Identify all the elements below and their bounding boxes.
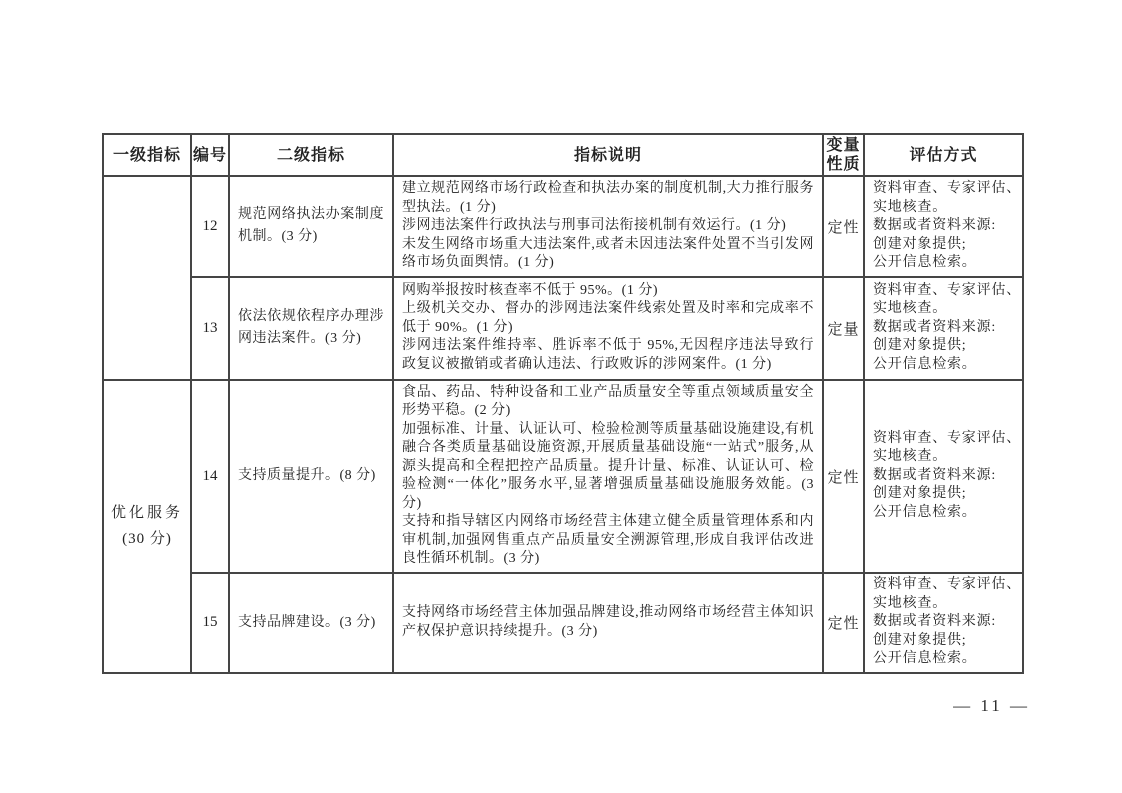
description-line: 涉网违法案件维持率、胜诉率不低于 95%,无因程序违法导致行政复议被撤销或者确认违法、行政败诉的涉网案件。(1 分) xyxy=(402,338,814,372)
table-row xyxy=(103,176,1023,277)
table-row xyxy=(103,573,1023,673)
level2-indicator-cell: 支持质量提升。(8 分) xyxy=(229,380,393,573)
evaluation-line: 数据或者资料来源: xyxy=(873,614,997,630)
table-row xyxy=(103,380,1023,573)
variable-nature-cell: 定量 xyxy=(823,277,864,380)
evaluation-line: 创建对象提供; xyxy=(873,236,967,252)
table-header-row xyxy=(103,134,1023,176)
evaluation-method-cell xyxy=(864,573,1023,673)
description-line: 网购举报按时核查率不低于 95%。(1 分) xyxy=(402,282,658,298)
evaluation-line: 公开信息检索。 xyxy=(873,651,977,667)
indicator-table xyxy=(102,133,1024,674)
evaluation-line: 资料审查、专家评估、 xyxy=(873,577,1021,593)
variable-nature-cell: 定性 xyxy=(823,380,864,573)
row-number-cell: 14 xyxy=(191,380,229,573)
evaluation-line: 实地核查。 xyxy=(873,595,947,611)
variable-nature-cell: 定性 xyxy=(823,176,864,277)
evaluation-line: 数据或者资料来源: xyxy=(873,467,997,483)
level2-indicator-cell: 支持品牌建设。(3 分) xyxy=(229,573,393,673)
description-line: 食品、药品、特种设备和工业产品质量安全等重点领域质量安全形势平稳。(2 分) xyxy=(402,384,814,418)
level1-cell xyxy=(103,380,191,673)
indicator-description-cell xyxy=(393,573,823,673)
page-number: — 11 — xyxy=(953,696,1030,715)
evaluation-method-cell xyxy=(864,380,1023,573)
description-line: 加强标准、计量、认证认可、检验检测等质量基础设施建设,有机融合各类质量基础设施资源,开展质量基础设施“一站式”服务,从源头提高和全程把控产品质量。提升计量、标准、认证认可、检验检测“一体化”服务水平,显著增强质量基础设施服务效能。(3 分) xyxy=(402,421,814,511)
row-number-cell: 15 xyxy=(191,573,229,673)
evaluation-line: 资料审查、专家评估、 xyxy=(873,181,1021,196)
row-number-cell: 13 xyxy=(191,277,229,380)
header-level2-indicator: 二级指标 xyxy=(229,134,393,176)
evaluation-line: 公开信息检索。 xyxy=(873,255,977,270)
header-evaluation-method: 评估方式 xyxy=(864,134,1023,176)
evaluation-line: 实地核查。 xyxy=(873,449,947,465)
evaluation-line: 数据或者资料来源: xyxy=(873,319,997,335)
level2-indicator-cell: 依法依规依程序办理涉网违法案件。(3 分) xyxy=(229,277,393,380)
indicator-description-cell xyxy=(393,380,823,573)
description-line: 建立规范网络市场行政检查和执法办案的制度机制,大力推行服务型执法。(1 分) xyxy=(402,181,814,215)
header-variable-nature: 变量性质 xyxy=(823,134,864,176)
description-line: 未发生网络市场重大违法案件,或者未因违法案件处置不当引发网络市场负面舆情。(1 分) xyxy=(402,236,814,270)
evaluation-line: 创建对象提供; xyxy=(873,486,967,502)
evaluation-method-cell xyxy=(864,176,1023,277)
evaluation-line: 实地核查。 xyxy=(873,301,947,317)
level1-score: (30 分) xyxy=(122,531,172,547)
evaluation-line: 公开信息检索。 xyxy=(873,504,977,520)
indicator-description-cell xyxy=(393,277,823,380)
level2-indicator-cell: 规范网络执法办案制度机制。(3 分) xyxy=(229,176,393,277)
level1-cell xyxy=(103,176,191,380)
header-number: 编号 xyxy=(191,134,229,176)
table-row xyxy=(103,277,1023,380)
evaluation-line: 实地核查。 xyxy=(873,199,947,215)
evaluation-line: 资料审查、专家评估、 xyxy=(873,430,1021,446)
evaluation-line: 创建对象提供; xyxy=(873,338,967,354)
description-line: 支持网络市场经营主体加强品牌建设,推动网络市场经营主体知识产权保护意识持续提升。(3 分) xyxy=(402,605,814,639)
evaluation-line: 资料审查、专家评估、 xyxy=(873,282,1021,298)
description-line: 涉网违法案件行政执法与刑事司法衔接机制有效运行。(1 分) xyxy=(402,218,787,233)
variable-nature-cell: 定性 xyxy=(823,573,864,673)
indicator-description-cell xyxy=(393,176,823,277)
evaluation-line: 公开信息检索。 xyxy=(873,356,977,372)
row-number-cell: 12 xyxy=(191,176,229,277)
header-indicator-description: 指标说明 xyxy=(393,134,823,176)
description-line: 支持和指导辖区内网络市场经营主体建立健全质量管理体系和内审机制,加强网售重点产品质量安全溯源管理,形成自我评估改进良性循环机制。(3 分) xyxy=(402,514,814,566)
level1-name: 优化服务 xyxy=(110,505,183,521)
evaluation-line: 数据或者资料来源: xyxy=(873,218,997,233)
evaluation-line: 创建对象提供; xyxy=(873,632,967,648)
evaluation-method-cell xyxy=(864,277,1023,380)
description-line: 上级机关交办、督办的涉网违法案件线索处置及时率和完成率不低于 90%。(1 分) xyxy=(402,301,814,335)
header-level1-indicator: 一级指标 xyxy=(103,134,191,176)
